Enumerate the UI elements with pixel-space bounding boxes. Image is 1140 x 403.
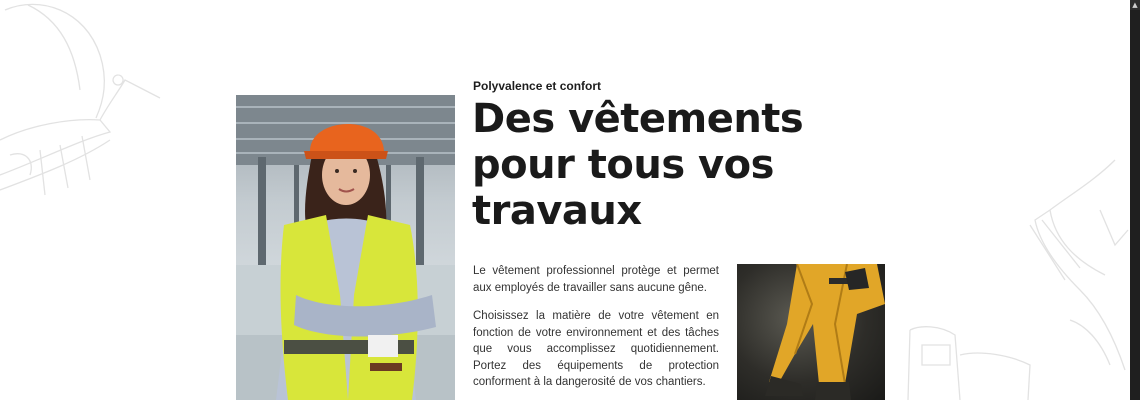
section-title: Des vêtements pour tous vos travaux [472,96,804,234]
scroll-up-arrow-icon[interactable]: ▲ [1130,0,1140,10]
paragraph-materials: Choisissez la matière de votre vêtement en fonction de votre environnement et des tâches que vous accomplissez quotidiennement. Portez des équipements de protection conforment à la dangerosité de vos chantiers. [473,310,719,388]
section-description [473,263,719,403]
yellow-protective-suit-boots-photo [737,264,885,400]
worker-woman-hardhat-safety-vest-photo [236,95,455,400]
hardhat-sketch-icon [0,0,170,210]
vertical-scrollbar[interactable] [1130,0,1140,400]
helmet-sketch-icon [900,150,1132,400]
paragraph-intro: Le vêtement professionnel protège et permet aux employés de travailler sans aucune gêne. [473,265,719,294]
section-eyebrow: Polyvalence et confort [473,79,602,93]
